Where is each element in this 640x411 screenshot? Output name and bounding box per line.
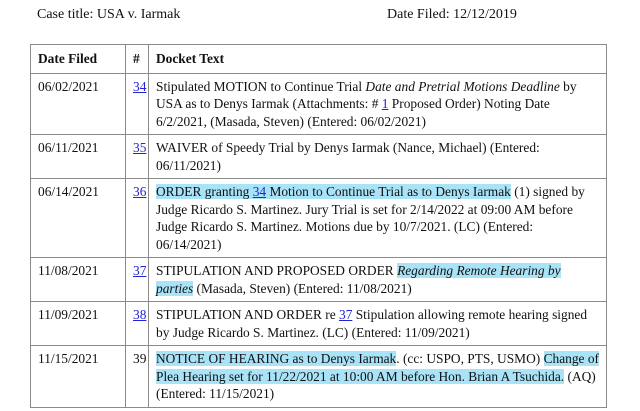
docket-text-segment: Change of Plea Hearing set for 11/22/2021 at 10:00 AM before Hon. Brian A Tsuchida. xyxy=(156,351,599,384)
case-title: Case title: USA v. Iarmak xyxy=(37,7,181,22)
docket-number-link[interactable]: 34 xyxy=(133,78,147,94)
docket-number-cell xyxy=(126,258,149,302)
docket-date: 06/11/2021 xyxy=(31,135,126,179)
docket-text-segment: by USA as to Denys Iarmak (Attachments: # xyxy=(156,78,577,111)
docket-text xyxy=(149,179,607,258)
docket-row xyxy=(31,258,607,302)
docket-text xyxy=(149,302,607,346)
docket-date: 06/14/2021 xyxy=(31,179,126,258)
docket-text-segment: Stipulated MOTION to Continue Trial xyxy=(156,78,366,94)
docket-text-segment: STIPULATION AND PROPOSED ORDER xyxy=(156,263,398,278)
docket-date: 11/09/2021 xyxy=(31,302,126,346)
case-header xyxy=(37,7,620,25)
docket-row xyxy=(31,135,607,179)
docket-text-segment: Stipulation allowing remote hearing signed by Judge Ricardo S. Martinez. (LC) (Entered: 11/09/2021) xyxy=(156,307,588,340)
docket-number-cell xyxy=(126,135,149,179)
docket-number: 39 xyxy=(133,351,147,366)
docket-text xyxy=(149,346,607,408)
docket-number-link[interactable]: 37 xyxy=(133,263,147,278)
docket-text-segment: (1) signed by Judge Ricardo S. Martinez. Jury Trial is set for 2/14/2022 at 09:00 AM before Judge Ricardo S. Martinez. Motions due by 10/7/2021. (LC) (Entered: 06/14/2021) xyxy=(156,184,585,252)
docket-number-link[interactable]: 38 xyxy=(133,307,147,322)
docket-reference-link[interactable]: 37 xyxy=(339,307,353,322)
docket-body xyxy=(31,73,607,407)
docket-header-row xyxy=(31,45,607,74)
docket-text-segment: ORDER granting xyxy=(156,184,253,199)
docket-text-segment: . (cc: USPO, PTS, USMO) xyxy=(396,351,544,366)
docket-row xyxy=(31,302,607,346)
docket-text-segment: WAIVER of Speedy Trial by Denys Iarmak (Nance, Michael) (Entered: 06/11/2021) xyxy=(156,140,540,173)
docket-text xyxy=(149,73,607,135)
docket-number-cell xyxy=(126,73,149,135)
docket-text-segment: Regarding Remote Hearing xyxy=(397,263,545,278)
docket-text-segment: (AQ) (Entered: 11/15/2021) xyxy=(156,368,596,401)
docket-text xyxy=(149,135,607,179)
docket-text-segment: by parties xyxy=(156,263,561,296)
docket-date: 11/08/2021 xyxy=(31,258,126,302)
docket-reference-link[interactable]: 1 xyxy=(381,96,389,111)
docket-text-segment: NOTICE OF HEARING as to Denys Iarmak xyxy=(156,351,397,366)
docket-number-cell xyxy=(126,179,149,258)
column-header-date: Date Filed xyxy=(31,45,126,74)
docket-text-segment: Proposed Order) Noting Date 6/2/2021, (Masada, Steven) (Entered: 06/02/2021) xyxy=(156,96,550,129)
docket-number-link[interactable]: 35 xyxy=(133,140,147,155)
docket-number-cell xyxy=(126,302,149,346)
docket-row xyxy=(31,346,607,408)
docket-text-segment: (Masada, Steven) (Entered: 11/08/2021) xyxy=(193,280,412,296)
docket-text-segment: STIPULATION AND ORDER re xyxy=(156,307,339,322)
docket-date: 06/02/2021 xyxy=(31,73,126,135)
docket-text-segment: Date and Pretrial Motions Deadline xyxy=(365,78,560,94)
docket-date: 11/15/2021 xyxy=(31,346,126,408)
docket-row xyxy=(31,73,607,135)
docket-number-link[interactable]: 36 xyxy=(133,184,147,199)
column-header-number: # xyxy=(126,45,149,74)
docket-number-cell xyxy=(126,346,149,408)
docket-text xyxy=(149,258,607,302)
docket-text-segment: Motion to Continue Trial as to Denys Iarmak xyxy=(266,184,511,199)
docket-table xyxy=(30,44,607,408)
docket-reference-link[interactable]: 34 xyxy=(252,184,267,199)
column-header-text: Docket Text xyxy=(149,45,607,74)
docket-row xyxy=(31,179,607,258)
case-date-filed: Date Filed: 12/12/2019 xyxy=(387,7,517,22)
